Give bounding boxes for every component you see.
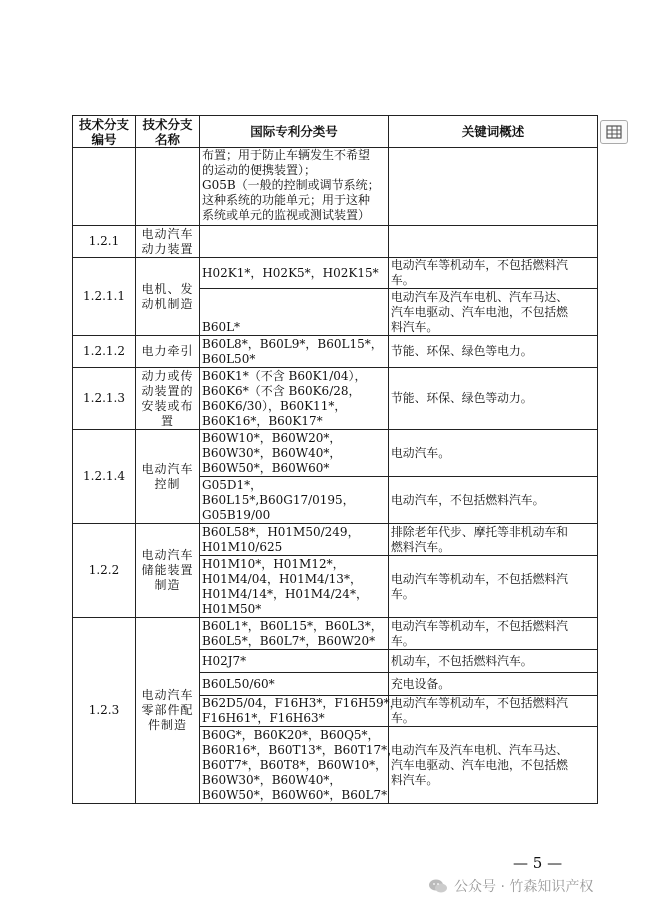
ipc-line: B60L15*,B60G17/0195， [202,493,355,507]
table-row [73,524,598,556]
branch-name-line: 储能装置 [141,563,194,577]
branch-name-line: 安装或布 [141,398,194,413]
branch-code-cell: 1.2.1 [73,226,136,258]
keyword-line: 燃料汽车。 [391,539,450,554]
table-view-icon[interactable] [600,120,628,144]
ipc-line: B60K6*（不含 B60K6/28， [202,383,361,398]
ipc-line: B60W50*，B60W60*，B60L7* [202,787,388,802]
branch-name-line: 电动汽车 [141,548,194,562]
table-row [73,618,598,650]
branch-code-cell: 1.2.1.4 [73,430,136,524]
grid-icon [606,125,622,139]
ipc-line: H02J7* [202,653,247,668]
keyword-cell [389,336,598,368]
ipc-cell [200,368,389,430]
branch-name-cell [136,368,200,430]
keyword-line: 车。 [391,711,415,725]
ipc-line: B60W50*，B60W60* [202,460,330,475]
ipc-line: B60L58*，H01M50/249， [202,524,360,539]
branch-name-cell [136,148,200,226]
ipc-line: H01M4/04，H01M4/13*， [202,571,362,586]
keyword-cell [389,556,598,618]
branch-name-line: 置 [160,413,174,428]
patent-classification-table [72,115,598,804]
keyword-cell [389,696,598,727]
table-body [73,148,598,804]
ipc-line: B60L50* [202,351,256,366]
branch-name-cell [136,430,200,524]
header-branch-name: 技术分支 名称 [136,116,200,148]
table-row [73,226,598,258]
ipc-line: B60W10*，B60W20*， [202,430,342,445]
ipc-line: B60G*，B60K20*，B60Q5*， [202,727,380,742]
ipc-line: H01M4/14*，H01M4/24*， [202,586,368,601]
table-row [73,430,598,477]
ipc-line: B60L1*，B60L15*，B60L3*， [202,618,383,633]
branch-name-cell [136,226,200,258]
ipc-line: B60W30*，B60W40*， [202,772,342,787]
branch-name-line: 动力装置 [141,241,194,256]
branch-name-line: 动机制造 [141,296,194,311]
ipc-line: B60K1*（不含 B60K1/04）， [202,368,367,383]
branch-name-line: 零部件配 [141,703,194,717]
ipc-line: B60L* [202,320,241,334]
branch-name-line: 电机、发 [141,281,194,296]
table-row [73,368,598,430]
branch-code-cell [73,148,136,226]
ipc-cell [200,477,389,524]
ipc-cell [200,727,400,804]
ipc-line: B60L5*，B60L7*，B60W20* [202,633,376,648]
ipc-line: G05D1*， [202,478,263,492]
branch-name-line: 电动汽车 [141,226,194,241]
branch-name-cell [136,336,200,368]
keyword-line: 电动汽车等机动车，不包括燃料汽 [391,696,568,710]
ipc-line: 系统或单元的监视或测试装置） [202,208,371,222]
ipc-cell [200,148,389,226]
keyword-line: 机动车，不包括燃料汽车。 [391,653,533,668]
watermark [428,876,593,896]
branch-name-line: 电动汽车 [141,688,194,702]
keyword-cell [389,430,598,477]
keyword-line: 车。 [391,633,415,648]
ipc-cell [200,650,389,673]
watermark-text: 公众号 · 竹森知识产权 [454,879,594,895]
ipc-line: 布置；用于防止车辆发生不希望 [202,148,371,162]
keyword-cell [389,477,598,524]
ipc-line: B60L8*，B60L9*，B60L15*， [202,336,383,351]
keyword-line: 车。 [391,586,415,601]
keyword-line: 料汽车。 [391,772,439,787]
ipc-cell [200,258,389,289]
branch-code-cell: 1.2.1.1 [73,258,136,336]
ipc-cell [200,673,389,696]
keyword-cell [389,368,598,430]
branch-name-line: 动装置的 [141,383,194,398]
keyword-line: 电动汽车。 [391,445,450,460]
keyword-cell [389,673,598,696]
keyword-line: 充电设备。 [391,676,450,691]
branch-name-line: 电动汽车 [141,461,194,476]
ipc-cell [200,556,389,618]
branch-name-line: 制造 [154,578,181,592]
branch-code-cell: 1.2.1.2 [73,336,136,368]
branch-name-line: 件制造 [147,718,187,732]
keyword-line: 节能、环保、绿色等电力。 [391,344,533,358]
keyword-cell [389,226,598,258]
ipc-line: G05B19/00 [202,508,271,522]
ipc-cell [200,430,389,477]
table-row [73,258,598,289]
ipc-line: H01M10/625 [202,539,283,554]
branch-code-cell: 1.2.1.3 [73,368,136,430]
ipc-line: H01M50* [202,601,262,616]
keyword-line: 料汽车。 [391,319,439,334]
branch-name-cell [136,618,200,804]
header-ipc: 国际专利分类号 [200,116,389,148]
keyword-line: 电动汽车及汽车电机、汽车马达、 [391,289,568,304]
ipc-line: 的运动的便携装置）； [202,163,317,177]
ipc-line: H01M10*，H01M12*， [202,556,345,571]
branch-code-cell: 1.2.2 [73,524,136,618]
ipc-cell [200,336,389,368]
branch-name-line: 电力牵引 [141,344,194,358]
keyword-line: 电动汽车等机动车，不包括燃料汽 [391,571,568,586]
ipc-line: B60W30*，B60W40*， [202,445,342,460]
keyword-cell [389,148,598,226]
keyword-cell [389,289,598,336]
ipc-line: 这种系统的功能单元；用于这种 [202,193,371,207]
ipc-cell [200,289,389,336]
ipc-line: F16H61*，F16H63* [202,711,325,725]
ipc-line: B60L50/60* [202,676,275,691]
branch-name-line: 控制 [154,476,181,491]
branch-name-cell [136,524,200,618]
ipc-line: B60K6/30），B60K11*， [202,398,347,413]
ipc-line: G05B（一般的控制或调节系统； [202,178,380,192]
keyword-line: 节能、环保、绿色等动力。 [391,391,533,405]
keyword-cell [389,727,598,804]
keyword-line: 电动汽车等机动车，不包括燃料汽 [391,618,568,633]
wechat-logo-icon [428,878,448,894]
ipc-line: B60R16*，B60T13*，B60T17*， [202,742,400,757]
keyword-line: 排除老年代步、摩托等非机动车和 [391,524,568,539]
keyword-line: 电动汽车等机动车，不包括燃料汽 [391,258,568,272]
keyword-cell [389,650,598,673]
branch-name-cell [136,258,200,336]
keyword-line: 电动汽车，不包括燃料汽车。 [391,492,545,507]
ipc-line: B60K16*，B60K17* [202,413,323,428]
ipc-line: B62D5/04，F16H3*，F16H59*， [202,696,402,710]
ipc-cell [200,696,402,727]
keyword-cell [389,618,598,650]
ipc-cell [200,618,389,650]
keyword-line: 汽车电驱动、汽车电池，不包括燃 [391,757,568,772]
keyword-line: 汽车电驱动、汽车电池，不包括燃 [391,304,568,319]
ipc-cell [200,524,389,556]
page-number: — 5 — [513,854,563,872]
table-row [73,336,598,368]
table-row [73,148,598,226]
branch-name-line: 动力或传 [141,368,194,383]
ipc-line: H02K1*，H02K5*，H02K15* [202,265,379,280]
ipc-cell [200,226,389,258]
header-keywords: 关键词概述 [389,116,598,148]
keyword-cell [389,524,598,556]
ipc-line: B60T7*，B60T8*，B60W10*， [202,757,388,772]
keyword-line: 电动汽车及汽车电机、汽车马达、 [391,742,568,757]
table-header-row [73,116,598,148]
header-branch-code: 技术分支 编号 [73,116,136,148]
branch-code-cell: 1.2.3 [73,618,136,804]
keyword-line: 车。 [391,273,415,287]
keyword-cell [389,258,598,289]
